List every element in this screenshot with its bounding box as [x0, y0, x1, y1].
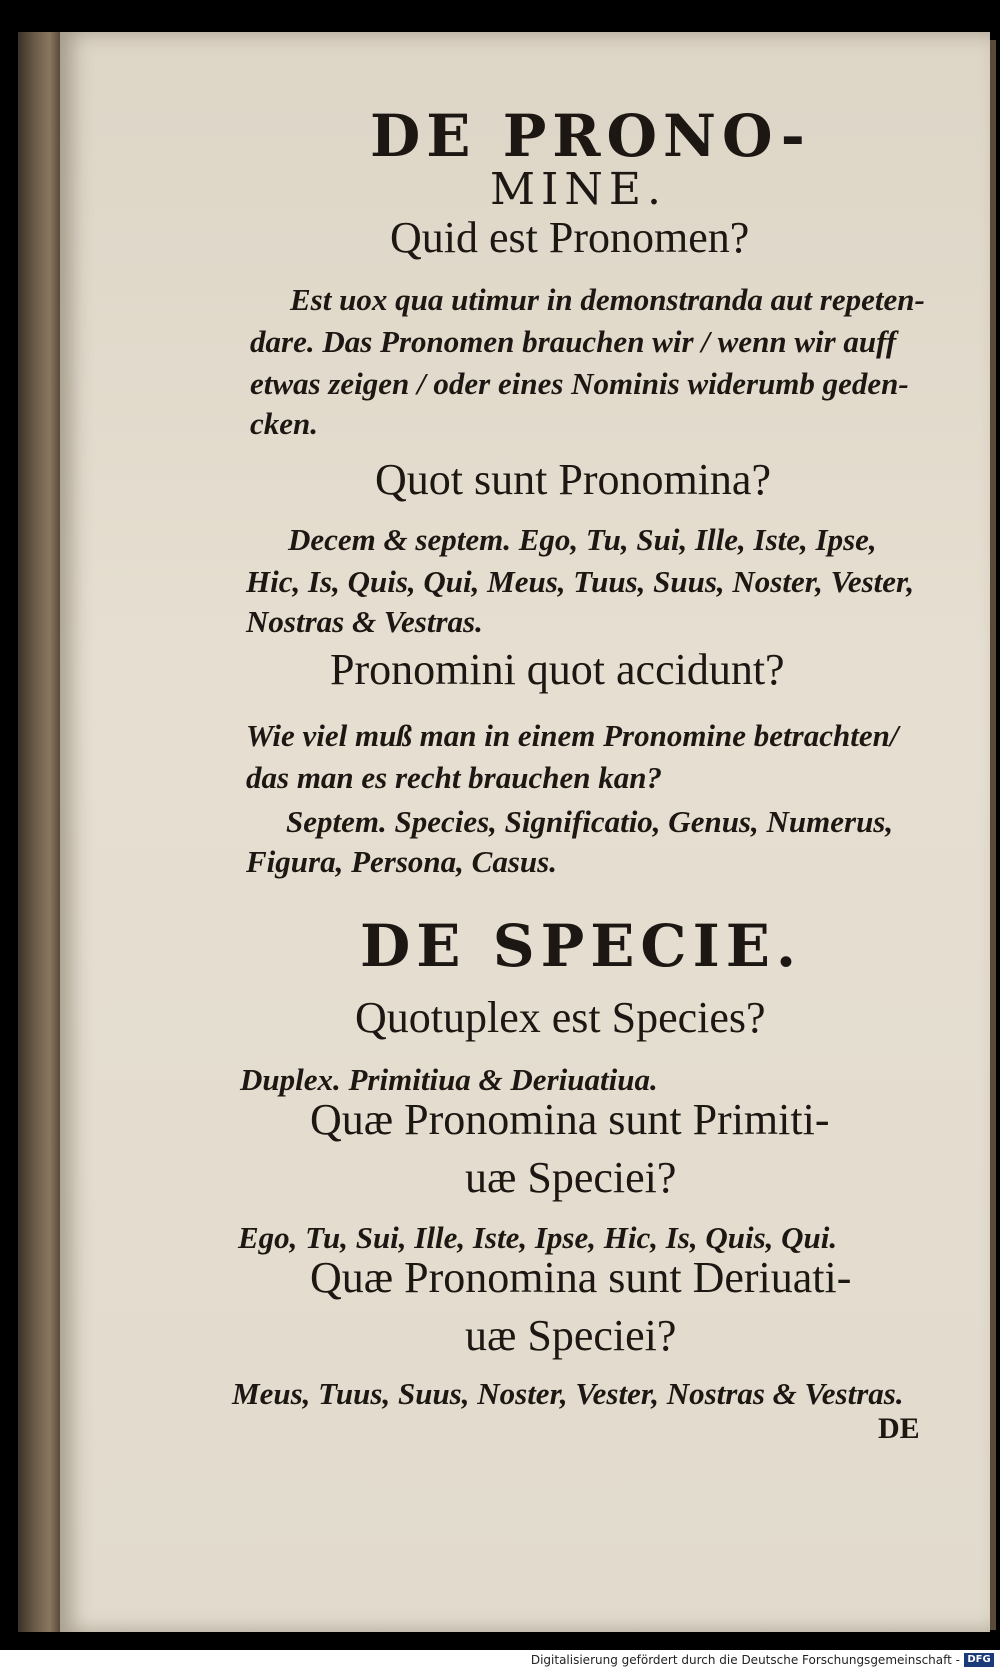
question-6-line-1: Quæ Pronomina sunt Deriuati-: [310, 1253, 852, 1302]
question-6-line-2: uæ Speciei?: [465, 1311, 677, 1360]
question-5-line-2: uæ Speciei?: [465, 1153, 677, 1202]
dfg-logo: DFG: [964, 1653, 994, 1667]
answer-5: Ego, Tu, Sui, Ille, Iste, Ipse, Hic, Is, Quis, Qui.: [238, 1220, 838, 1255]
page-right-edge: [990, 40, 996, 1630]
question-4: Quotuplex est Species?: [355, 993, 766, 1042]
answer-1-line-2: dare. Das Pronomen brauchen wir / wenn wir auff: [250, 324, 897, 359]
answer-3-line-3: Septem. Species, Significatio, Genus, Numerus,: [286, 804, 894, 839]
answer-2-line-2: Hic, Is, Quis, Qui, Meus, Tuus, Suus, Noster, Vester,: [246, 564, 915, 599]
answer-3-line-1: Wie viel muß man in einem Pronomine betrachten/: [246, 718, 899, 753]
heading-de-specie: DE SPECIE.: [360, 912, 803, 980]
footer-credit: Digitalisierung gefördert durch die Deutsche Forschungsgemeinschaft -: [530, 1653, 960, 1667]
question-1: Quid est Pronomen?: [390, 213, 750, 262]
question-5-line-1: Quæ Pronomina sunt Primiti-: [310, 1095, 830, 1144]
answer-2-line-1: Decem & septem. Ego, Tu, Sui, Ille, Iste, Ipse,: [288, 522, 877, 557]
answer-6: Meus, Tuus, Suus, Noster, Vester, Nostras & Vestras.: [232, 1376, 904, 1411]
answer-2-line-3: Nostras & Vestras.: [246, 604, 483, 639]
catchword: DE: [878, 1412, 920, 1445]
digitization-footer: [0, 1650, 1000, 1670]
question-2: Quot sunt Pronomina?: [375, 455, 771, 504]
heading-line-1: DE PRONO-: [370, 102, 811, 170]
question-3: Pronomini quot accidunt?: [330, 645, 785, 694]
answer-3-line-2: das man es recht brauchen kan?: [246, 760, 662, 795]
answer-1-line-4: cken.: [250, 406, 319, 441]
answer-1-line-1: Est uox qua utimur in demonstranda aut repeten-: [290, 282, 925, 317]
answer-1-line-3: etwas zeigen / oder eines Nominis widerumb geden-: [250, 366, 909, 401]
book-page: [60, 32, 990, 1632]
answer-3-line-4: Figura, Persona, Casus.: [246, 844, 557, 879]
answer-4: Duplex. Primitiua & Deriuatiua.: [240, 1062, 658, 1097]
heading-line-2: MINE.: [490, 164, 668, 215]
